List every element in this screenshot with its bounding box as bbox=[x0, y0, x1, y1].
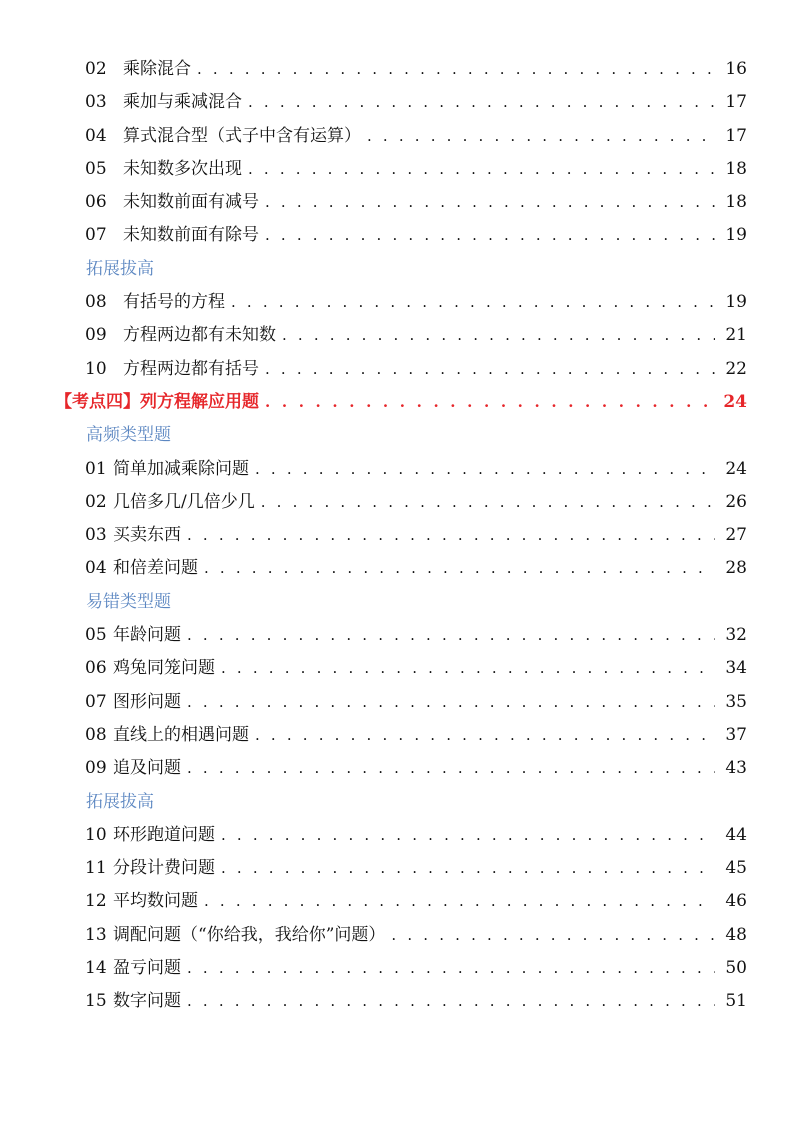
toc-entry-title: 未知数前面有除号 bbox=[123, 225, 259, 246]
toc-entry[interactable] bbox=[85, 86, 747, 119]
chapter-page: 24 bbox=[723, 391, 747, 412]
toc-entry-title: 几倍多几/几倍少几 bbox=[113, 491, 255, 512]
toc-entry-page: 34 bbox=[725, 658, 747, 679]
dot-leader bbox=[197, 53, 715, 86]
toc-entry-number: 03 bbox=[85, 92, 107, 113]
toc-entry-page: 18 bbox=[725, 158, 747, 179]
dot-leader bbox=[261, 486, 716, 519]
toc-entry-title: 图形问题 bbox=[113, 691, 181, 712]
toc-entry[interactable] bbox=[85, 353, 747, 386]
toc-row bbox=[0, 919, 793, 952]
toc-entry-number: 08 bbox=[85, 724, 107, 745]
dot-leader bbox=[255, 719, 715, 752]
toc-entry[interactable] bbox=[85, 819, 747, 852]
dot-leader bbox=[187, 686, 715, 719]
dot-leader bbox=[265, 386, 713, 419]
toc-entry-title: 盈亏问题 bbox=[113, 958, 181, 979]
toc-entry-number: 04 bbox=[85, 125, 107, 146]
dot-leader bbox=[282, 319, 715, 352]
toc-entry[interactable] bbox=[85, 652, 747, 685]
toc-entry-page: 16 bbox=[725, 59, 747, 79]
toc-entry-title: 直线上的相遇问题 bbox=[113, 724, 249, 745]
toc-entry-title: 调配问题（“你给我，我给你”问题） bbox=[113, 924, 386, 945]
toc-entry-number: 15 bbox=[85, 991, 107, 1012]
section-heading: 拓展拔高 bbox=[86, 258, 154, 279]
toc-row bbox=[0, 619, 793, 652]
toc-row bbox=[0, 53, 793, 86]
dot-leader bbox=[248, 153, 715, 186]
toc-entry-title: 追及问题 bbox=[113, 758, 181, 779]
toc-row bbox=[0, 219, 793, 252]
toc-entry[interactable] bbox=[85, 919, 747, 952]
toc-row bbox=[0, 852, 793, 885]
toc-entry-number: 05 bbox=[85, 625, 107, 646]
toc-entry-number: 09 bbox=[85, 758, 107, 779]
toc-entry[interactable] bbox=[85, 752, 747, 785]
dot-leader bbox=[255, 453, 715, 486]
toc-row bbox=[0, 253, 793, 286]
toc-entry-number: 01 bbox=[85, 458, 107, 479]
toc-entry-page: 44 bbox=[725, 824, 747, 845]
toc-row bbox=[0, 586, 793, 619]
toc-entry-title: 简单加减乘除问题 bbox=[113, 458, 249, 479]
toc-row bbox=[0, 419, 793, 452]
toc-entry-page: 17 bbox=[725, 92, 747, 113]
toc-row bbox=[0, 786, 793, 819]
toc-entry-title: 有括号的方程 bbox=[123, 292, 225, 313]
toc-entry-title: 买卖东西 bbox=[113, 525, 181, 546]
toc-entry-title: 鸡兔同笼问题 bbox=[113, 658, 215, 679]
table-of-contents bbox=[0, 53, 793, 1019]
toc-row bbox=[0, 752, 793, 785]
toc-entry-page: 45 bbox=[725, 858, 747, 879]
toc-entry-page: 18 bbox=[725, 192, 747, 213]
dot-leader bbox=[231, 286, 715, 319]
toc-row bbox=[0, 552, 793, 585]
toc-entry-number: 02 bbox=[85, 59, 107, 79]
toc-entry-page: 21 bbox=[725, 325, 747, 346]
toc-row bbox=[0, 453, 793, 486]
toc-row bbox=[0, 186, 793, 219]
toc-row bbox=[0, 885, 793, 918]
toc-entry-page: 32 bbox=[725, 625, 747, 646]
toc-entry-number: 06 bbox=[85, 192, 107, 213]
toc-entry-number: 10 bbox=[85, 824, 107, 845]
toc-entry-number: 07 bbox=[85, 225, 107, 246]
toc-row bbox=[0, 286, 793, 319]
toc-entry[interactable] bbox=[85, 53, 747, 86]
toc-entry[interactable] bbox=[85, 153, 747, 186]
toc-row bbox=[0, 652, 793, 685]
toc-entry-page: 17 bbox=[725, 125, 747, 146]
toc-entry-page: 37 bbox=[725, 724, 747, 745]
dot-leader bbox=[204, 552, 715, 585]
toc-entry-page: 19 bbox=[725, 292, 747, 313]
toc-entry-number: 02 bbox=[85, 491, 107, 512]
toc-entry-title: 乘除混合 bbox=[123, 59, 191, 79]
toc-row bbox=[0, 319, 793, 352]
toc-entry[interactable] bbox=[85, 852, 747, 885]
toc-entry[interactable] bbox=[85, 619, 747, 652]
section-heading: 易错类型题 bbox=[86, 591, 171, 612]
toc-entry[interactable] bbox=[85, 552, 747, 585]
toc-entry-number: 14 bbox=[85, 958, 107, 979]
toc-entry-title: 方程两边都有括号 bbox=[123, 358, 259, 379]
dot-leader bbox=[221, 852, 715, 885]
toc-entry-page: 43 bbox=[725, 758, 747, 779]
toc-row bbox=[0, 486, 793, 519]
toc-row bbox=[0, 386, 793, 419]
dot-leader bbox=[248, 86, 715, 119]
toc-entry[interactable] bbox=[85, 453, 747, 486]
toc-entry[interactable] bbox=[85, 286, 747, 319]
toc-row bbox=[0, 120, 793, 153]
dot-leader bbox=[187, 519, 715, 552]
toc-row bbox=[0, 686, 793, 719]
toc-entry-number: 10 bbox=[85, 358, 107, 379]
toc-entry-title: 平均数问题 bbox=[113, 891, 198, 912]
chapter-title: 【考点四】列方程解应用题 bbox=[55, 391, 259, 412]
dot-leader bbox=[265, 219, 715, 252]
toc-entry-number: 03 bbox=[85, 525, 107, 546]
toc-entry-title: 和倍差问题 bbox=[113, 558, 198, 579]
toc-entry-number: 04 bbox=[85, 558, 107, 579]
dot-leader bbox=[187, 952, 715, 985]
toc-entry-title: 分段计费问题 bbox=[113, 858, 215, 879]
dot-leader bbox=[391, 919, 715, 952]
toc-entry[interactable] bbox=[85, 952, 747, 985]
toc-entry-page: 19 bbox=[725, 225, 747, 246]
toc-entry-number: 11 bbox=[85, 858, 107, 879]
toc-entry[interactable] bbox=[85, 486, 747, 519]
dot-leader bbox=[204, 885, 715, 918]
toc-entry-number: 06 bbox=[85, 658, 107, 679]
toc-entry[interactable] bbox=[85, 186, 747, 219]
toc-row bbox=[0, 519, 793, 552]
dot-leader bbox=[265, 186, 715, 219]
toc-entry[interactable] bbox=[85, 686, 747, 719]
toc-entry[interactable] bbox=[85, 985, 747, 1018]
toc-entry-title: 年龄问题 bbox=[113, 625, 181, 646]
toc-row bbox=[0, 719, 793, 752]
toc-row bbox=[0, 353, 793, 386]
toc-entry-title: 环形跑道问题 bbox=[113, 824, 215, 845]
toc-entry-number: 13 bbox=[85, 924, 107, 945]
toc-row bbox=[0, 86, 793, 119]
toc-entry[interactable] bbox=[85, 219, 747, 252]
toc-entry-page: 27 bbox=[725, 525, 747, 546]
toc-entry-page: 24 bbox=[725, 458, 747, 479]
toc-entry-number: 09 bbox=[85, 325, 107, 346]
toc-row bbox=[0, 952, 793, 985]
section-heading: 拓展拔高 bbox=[86, 791, 154, 812]
toc-row bbox=[0, 153, 793, 186]
toc-entry-page: 46 bbox=[725, 891, 747, 912]
toc-entry-page: 22 bbox=[725, 358, 747, 379]
toc-entry-number: 07 bbox=[85, 691, 107, 712]
dot-leader bbox=[187, 619, 715, 652]
toc-entry[interactable] bbox=[85, 120, 747, 153]
section-heading: 高频类型题 bbox=[86, 425, 171, 446]
dot-leader bbox=[265, 353, 715, 386]
toc-entry[interactable] bbox=[85, 885, 747, 918]
toc-entry[interactable] bbox=[85, 719, 747, 752]
toc-entry[interactable] bbox=[85, 319, 747, 352]
toc-entry-title: 方程两边都有未知数 bbox=[123, 325, 276, 346]
toc-entry-title: 乘加与乘减混合 bbox=[123, 92, 242, 113]
toc-entry-title: 数字问题 bbox=[113, 991, 181, 1012]
toc-entry-title: 未知数多次出现 bbox=[123, 158, 242, 179]
toc-entry-title: 算式混合型（式子中含有运算） bbox=[123, 125, 361, 146]
dot-leader bbox=[367, 120, 715, 153]
toc-entry-number: 12 bbox=[85, 891, 107, 912]
toc-entry-title: 未知数前面有减号 bbox=[123, 192, 259, 213]
toc-entry-page: 26 bbox=[725, 491, 747, 512]
toc-entry-page: 28 bbox=[725, 558, 747, 579]
dot-leader bbox=[187, 985, 715, 1018]
toc-entry-page: 51 bbox=[725, 991, 747, 1012]
dot-leader bbox=[221, 652, 715, 685]
toc-entry-page: 48 bbox=[725, 924, 747, 945]
toc-entry-number: 05 bbox=[85, 158, 107, 179]
toc-row bbox=[0, 985, 793, 1018]
toc-entry-page: 35 bbox=[725, 691, 747, 712]
dot-leader bbox=[187, 752, 715, 785]
toc-entry-number: 08 bbox=[85, 292, 107, 313]
toc-entry-page: 50 bbox=[725, 958, 747, 979]
dot-leader bbox=[221, 819, 715, 852]
toc-entry[interactable] bbox=[85, 519, 747, 552]
toc-chapter-entry[interactable] bbox=[55, 386, 747, 419]
toc-row bbox=[0, 819, 793, 852]
